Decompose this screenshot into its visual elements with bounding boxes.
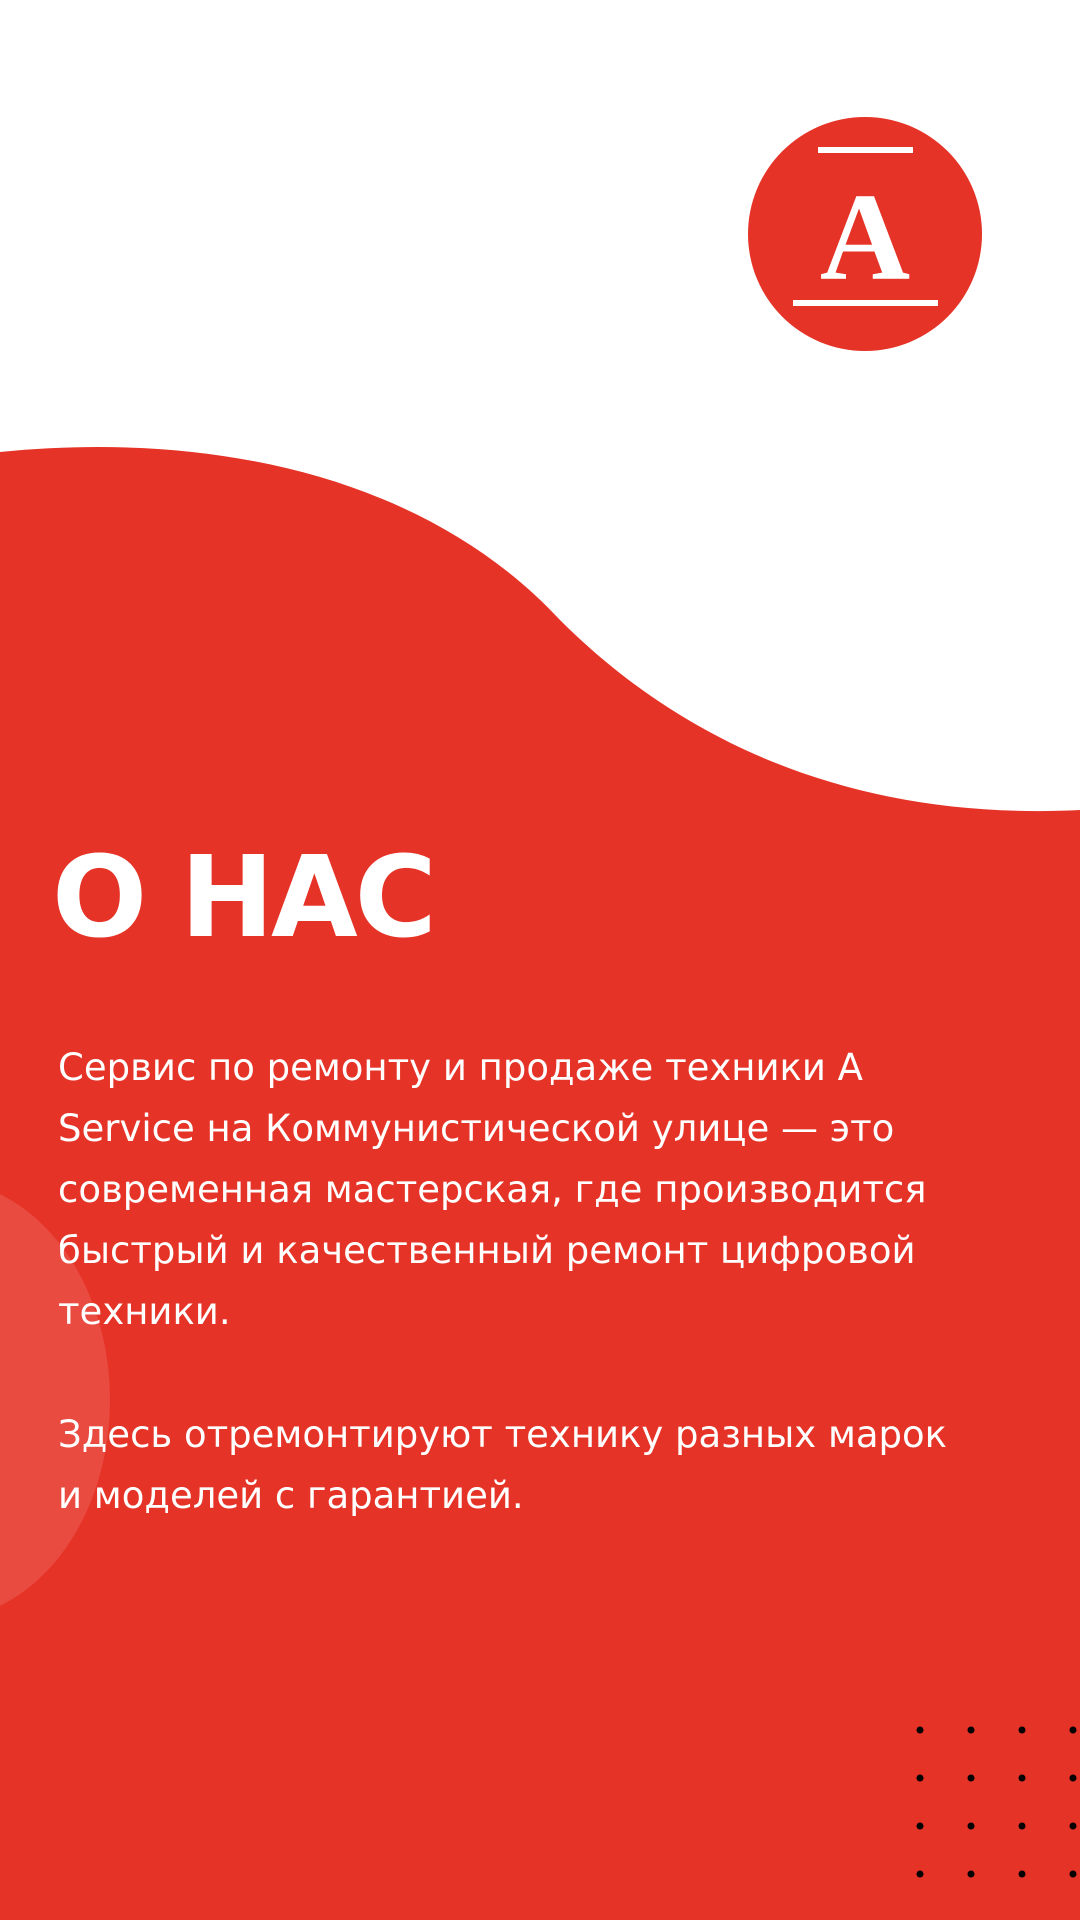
company-logo [748, 117, 983, 352]
dot-grid-decoration [906, 1717, 1080, 1920]
logo-letter: A [819, 169, 911, 307]
about-paragraph-1: Сервис по ремонту и продаже техники A Service на Коммунистической улице — это современная мастерская, где производится быстрый и качественный ремонт цифровой техники. [58, 1046, 927, 1333]
about-paragraph-2: Здесь отремонтируют технику разных марок и моделей с гарантией. [58, 1413, 948, 1517]
page-title: О НАС [52, 833, 434, 963]
